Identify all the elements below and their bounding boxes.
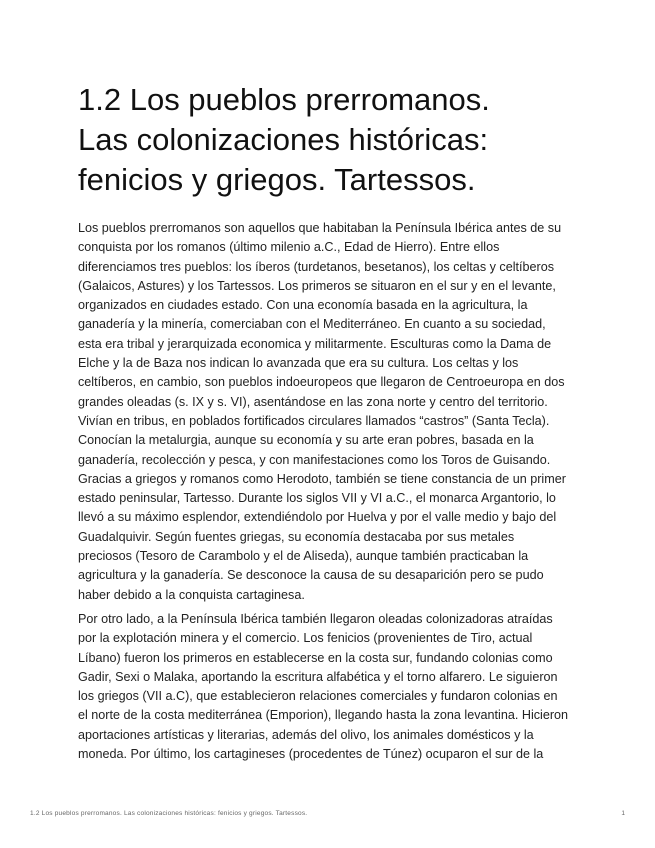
text-line: aportaciones artísticas y literarias, además del olivo, los animales domésticos y la [78, 727, 534, 742]
text-line: Conocían la metalurgia, aunque su economía y su arte eran pobres, basada en la [78, 433, 534, 448]
text-line: organizados en ciudades estado. Con una economía basada en la agricultura, la [78, 298, 528, 313]
text-line: Gracias a griegos y romanos como Herodoto, también se tiene constancia de un primer [78, 471, 566, 486]
text-line: Gadir, Sexi o Malaka, aportando la escritura alfabética y el torno alfarero. Le siguieron [78, 669, 558, 684]
title-line: Las colonizaciones históricas: [78, 122, 489, 157]
text-line: esta era tribal y jerarquizada economica y militarmente. Esculturas como la Dama de [78, 336, 552, 351]
text-line: estado peninsular, Tartesso. Durante los siglos VII y VI a.C., el monarca Argantorio, lo [78, 491, 556, 506]
text-line: llevó a su máximo esplendor, extendiéndolo por Huelva y por el valle medio y bajo del [78, 510, 557, 525]
page-title [78, 80, 618, 200]
text-line: por la explotación minera y el comercio. Los fenicios (provenientes de Tiro, actual [78, 631, 533, 646]
text-line: Líbano) fueron los primeros en establecerse en la costa sur, fundando colonias como [78, 650, 553, 665]
paragraph-colonizations [78, 610, 588, 764]
text-line: haber debido a la conquista cartaginesa. [78, 587, 305, 602]
text-line: ganadería y la minería, comerciaban con el Mediterráneo. En cuanto a su sociedad, [78, 317, 546, 332]
text-line: los griegos (VII a.C), que establecieron relaciones comerciales y fundaron colonias en [78, 689, 558, 704]
text-line: Elche y la de Baza nos indican lo avanzada que era su cultura. Los celtas y los [78, 356, 519, 371]
running-footer-title: 1.2 Los pueblos prerromanos. Las colonizaciones históricas: fenicios y griegos. Tartessos. [30, 810, 308, 817]
text-line: Los pueblos prerromanos son aquellos que habitaban la Península Ibérica antes de su [78, 221, 562, 235]
text-line: diferenciamos tres pueblos: los íberos (turdetanos, besetanos), los celtas y celtíberos [78, 259, 555, 274]
text-line: ganadería, recolección y pesca, y con manifestaciones como los Toros de Guisando. [78, 452, 551, 467]
paragraph-prerroman-peoples [78, 219, 588, 605]
title-line: fenicios y griegos. Tartessos. [78, 162, 476, 197]
page-number: 1 [621, 810, 625, 817]
text-line: (Galaicos, Astures) y los Tartessos. Los primeros se situaron en el sur y en el levante, [78, 278, 556, 293]
title-line: 1.2 Los pueblos prerromanos. [78, 82, 490, 117]
text-line: el norte de la costa mediterránea (Emporion), llegando hasta la zona levantina. Hicieron [78, 708, 569, 723]
text-line: celtíberos, en cambio, son pueblos indoeuropeos que llegaron de Centroeuropa en dos [78, 375, 565, 390]
text-line: Vivían en tribus, en poblados fortificados circulares llamados “castros” (Santa Tecla). [78, 413, 550, 428]
text-line: conquista por los romanos (último milenio a.C., Edad de Hierro). Entre ellos [78, 240, 500, 255]
text-line: Por otro lado, a la Península Ibérica también llegaron oleadas colonizadoras atraídas [78, 612, 553, 626]
text-line: grandes oleadas (s. IX y s. VI), asentándose en las zona norte y centro del territorio. [78, 394, 548, 409]
text-line: preciosos (Tesoro de Carambolo y el de Aliseda), aunque también practicaban la [78, 549, 529, 564]
text-line: moneda. Por último, los cartagineses (procedentes de Túnez) ocuparon el sur de la [78, 747, 544, 762]
text-line: agricultura y la ganadería. Se desconoce la causa de su desaparición pero se pudo [78, 568, 544, 583]
text-line: Guadalquivir. Según fuentes griegas, su economía destacaba por sus metales [78, 529, 515, 544]
